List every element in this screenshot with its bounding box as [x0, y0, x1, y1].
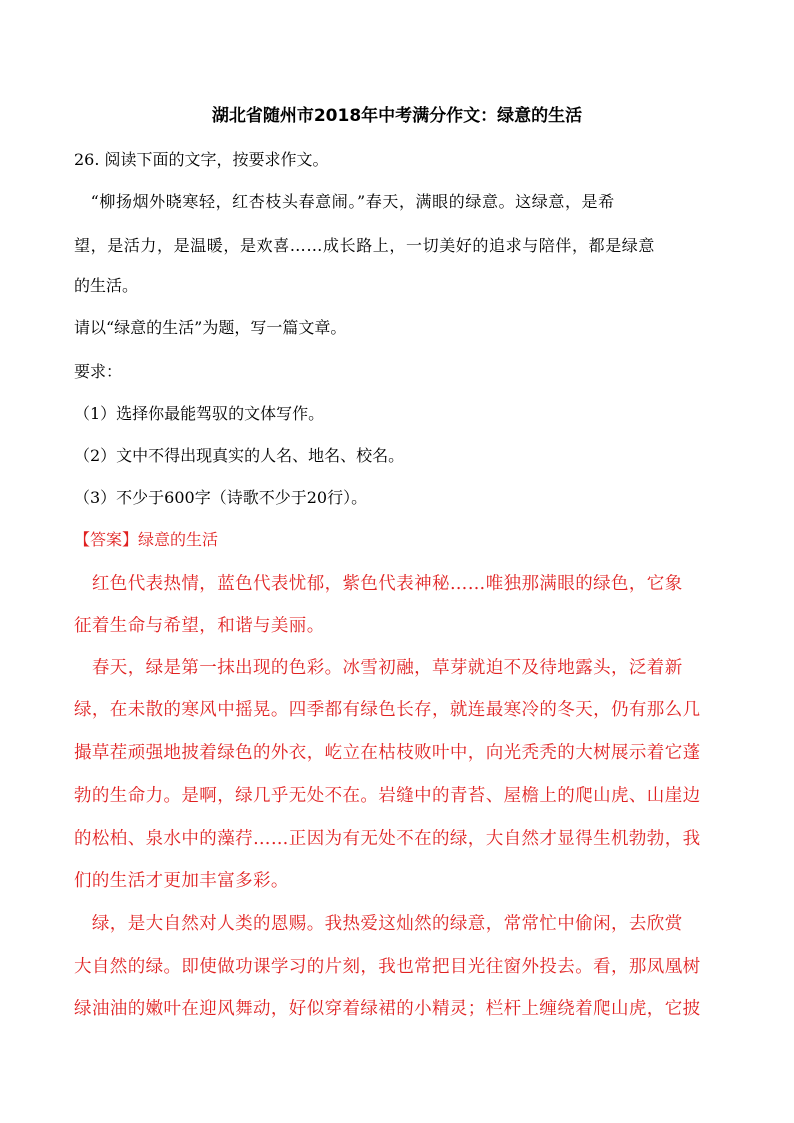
- answer-line: 的松柏、泉水中的藻荇……正因为有无处不在的绿，大自然才显得生机勃勃，我: [74, 829, 701, 849]
- answer-heading: 绿意的生活: [138, 530, 219, 549]
- answer-line: 大自然的绿。即使做功课学习的片刻，我也常把目光往窗外投去。看，那凤凰树: [74, 957, 701, 977]
- instruction-line: 请以“绿意的生活”为题，写一篇文章。: [74, 318, 347, 337]
- prompt-line: “柳扬烟外晓寒轻，红杏枝头春意闹。”春天，满眼的绿意。这绿意，是希: [74, 192, 615, 211]
- requirements-label: 要求：: [74, 362, 123, 381]
- requirement-item: （3）不少于600字（诗歌不少于20行）。: [74, 488, 368, 507]
- answer-tag: 【答案】: [74, 530, 139, 549]
- prompt-line: 望，是活力，是温暖，是欢喜……成长路上，一切美好的追求与陪伴，都是绿意: [74, 236, 656, 255]
- answer-line: 绿，在未散的寒风中摇晃。四季都有绿色长存，就连最寒冷的冬天，仍有那么几: [74, 700, 701, 720]
- answer-line: 绿油油的嫩叶在迎风舞动，好似穿着绿裙的小精灵；栏杆上缠绕着爬山虎，它披: [74, 999, 701, 1019]
- answer-line: 撮草茬顽强地披着绿色的外衣，屹立在枯枝败叶中，向光秃秃的大树展示着它蓬: [74, 743, 701, 763]
- document-title: 湖北省随州市2018年中考满分作文：绿意的生活: [211, 106, 583, 126]
- question-number-line: 26. 阅读下面的文字，按要求作文。: [74, 150, 329, 169]
- answer-line: 勃的生命力。是啊，绿几乎无处不在。岩缝中的青苔、屋檐上的爬山虎、山崖边: [74, 786, 701, 806]
- answer-line: 征着生命与希望，和谐与美丽。: [74, 616, 325, 636]
- answer-line: 绿，是大自然对人类的恩赐。我热爱这灿然的绿意，常常忙中偷闲，去欣赏: [74, 914, 683, 934]
- requirement-item: （2）文中不得出现真实的人名、地名、校名。: [74, 446, 405, 465]
- requirement-item: （1）选择你最能驾驭的文体写作。: [74, 404, 325, 423]
- answer-line: 红色代表热情，蓝色代表忧郁，紫色代表神秘……唯独那满眼的绿色，它象: [74, 574, 683, 594]
- answer-heading-line: [74, 528, 724, 552]
- answer-line: 们的生活才更加丰富多彩。: [74, 871, 289, 891]
- answer-line: 春天，绿是第一抹出现的色彩。冰雪初融，草芽就迫不及待地露头，泛着新: [74, 658, 683, 678]
- prompt-line: 的生活。: [74, 276, 139, 295]
